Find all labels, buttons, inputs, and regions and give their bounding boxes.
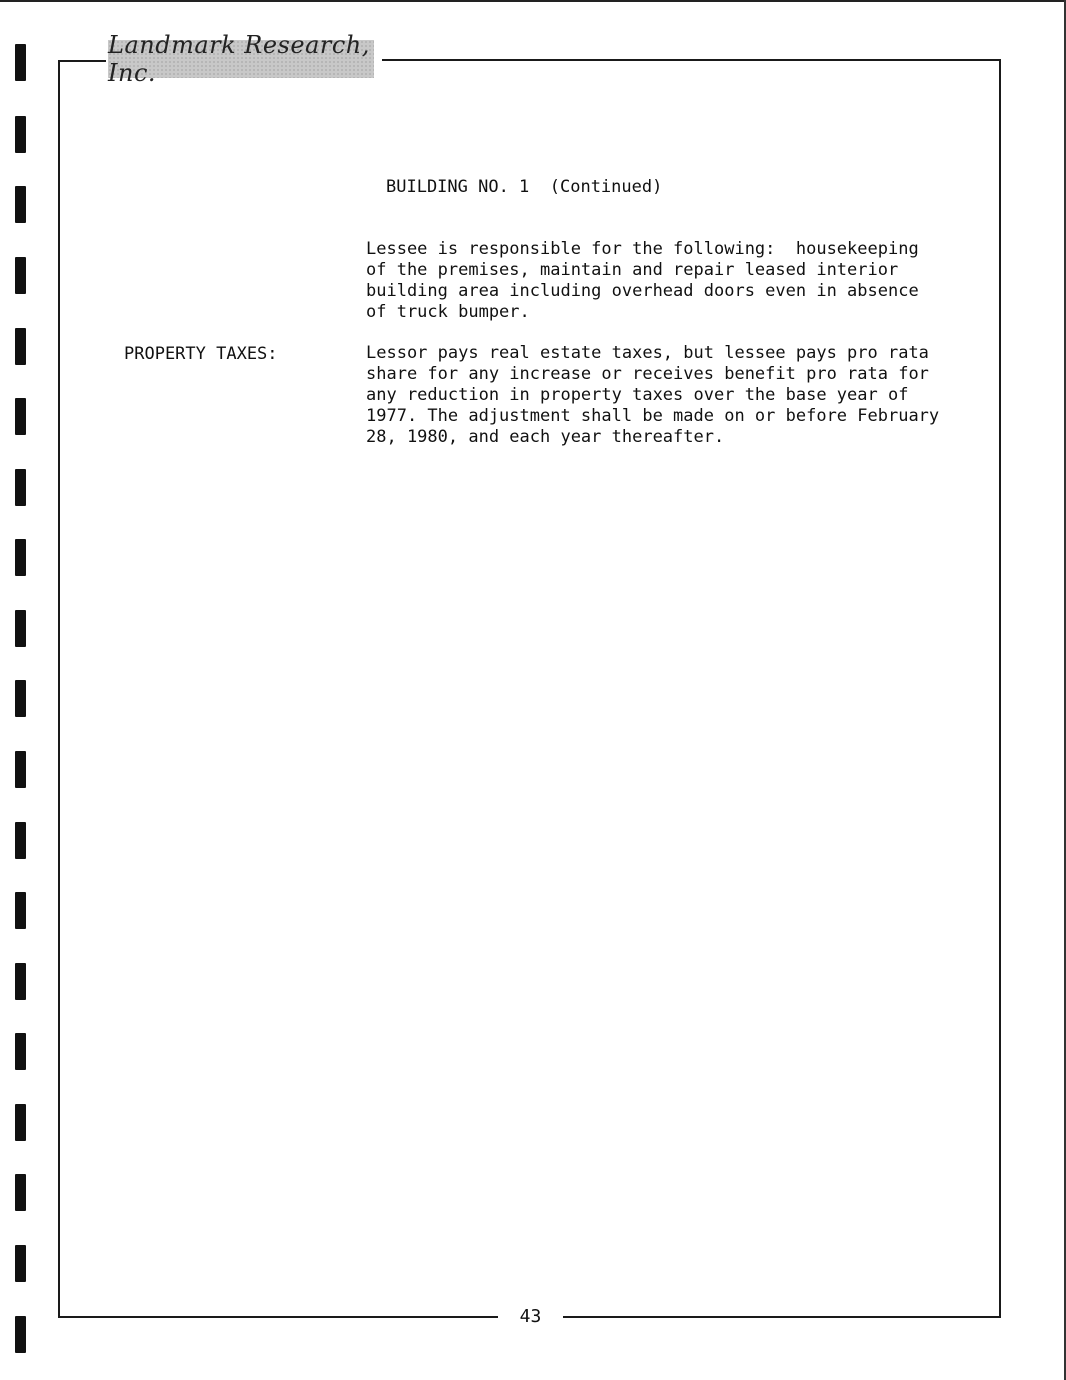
binder-hole [15,963,26,1000]
page-frame-bottom [58,1316,498,1318]
binder-hole [15,398,26,435]
page-frame-right [999,59,1001,1318]
company-logo-text: Landmark Research, Inc. [108,31,370,87]
binder-hole [15,1174,26,1211]
binder-hole [15,1316,26,1353]
binder-hole [15,186,26,223]
page-frame-left [58,60,60,1318]
section-heading: BUILDING NO. 1 (Continued) [386,177,663,197]
binder-hole [15,610,26,647]
page-frame-top [58,60,106,62]
binder-hole [15,1245,26,1282]
binder-hole [15,257,26,294]
property-taxes-label: PROPERTY TAXES: [124,344,278,364]
company-logo [108,31,374,87]
binder-hole [15,822,26,859]
binder-hole [15,44,26,81]
page-frame-top [382,59,1001,61]
lessee-responsibilities-paragraph: Lessee is responsible for the following: housekeeping of the premises, maintain and repair leased interior building area including overhead doors even in absence of truck bumper. [366,239,919,322]
binder-hole [15,469,26,506]
page-frame-bottom [563,1316,1001,1318]
property-taxes-paragraph: Lessor pays real estate taxes, but lessee pays pro rata share for any increase or receives benefit pro rata for any reduction in property taxes over the base year of 1977. The adjustment shall be made on or before February 28, 1980, and each year thereafter. [366,343,940,447]
binder-hole [15,680,26,717]
binder-hole [15,328,26,365]
page-number: 43 [498,1306,563,1327]
binder-hole [15,751,26,788]
binder-hole [15,116,26,153]
binder-hole [15,1104,26,1141]
binder-hole [15,539,26,576]
binder-hole [15,892,26,929]
binder-hole [15,1033,26,1070]
page-top-edge [0,0,1066,2]
binder-holes [0,0,40,1380]
